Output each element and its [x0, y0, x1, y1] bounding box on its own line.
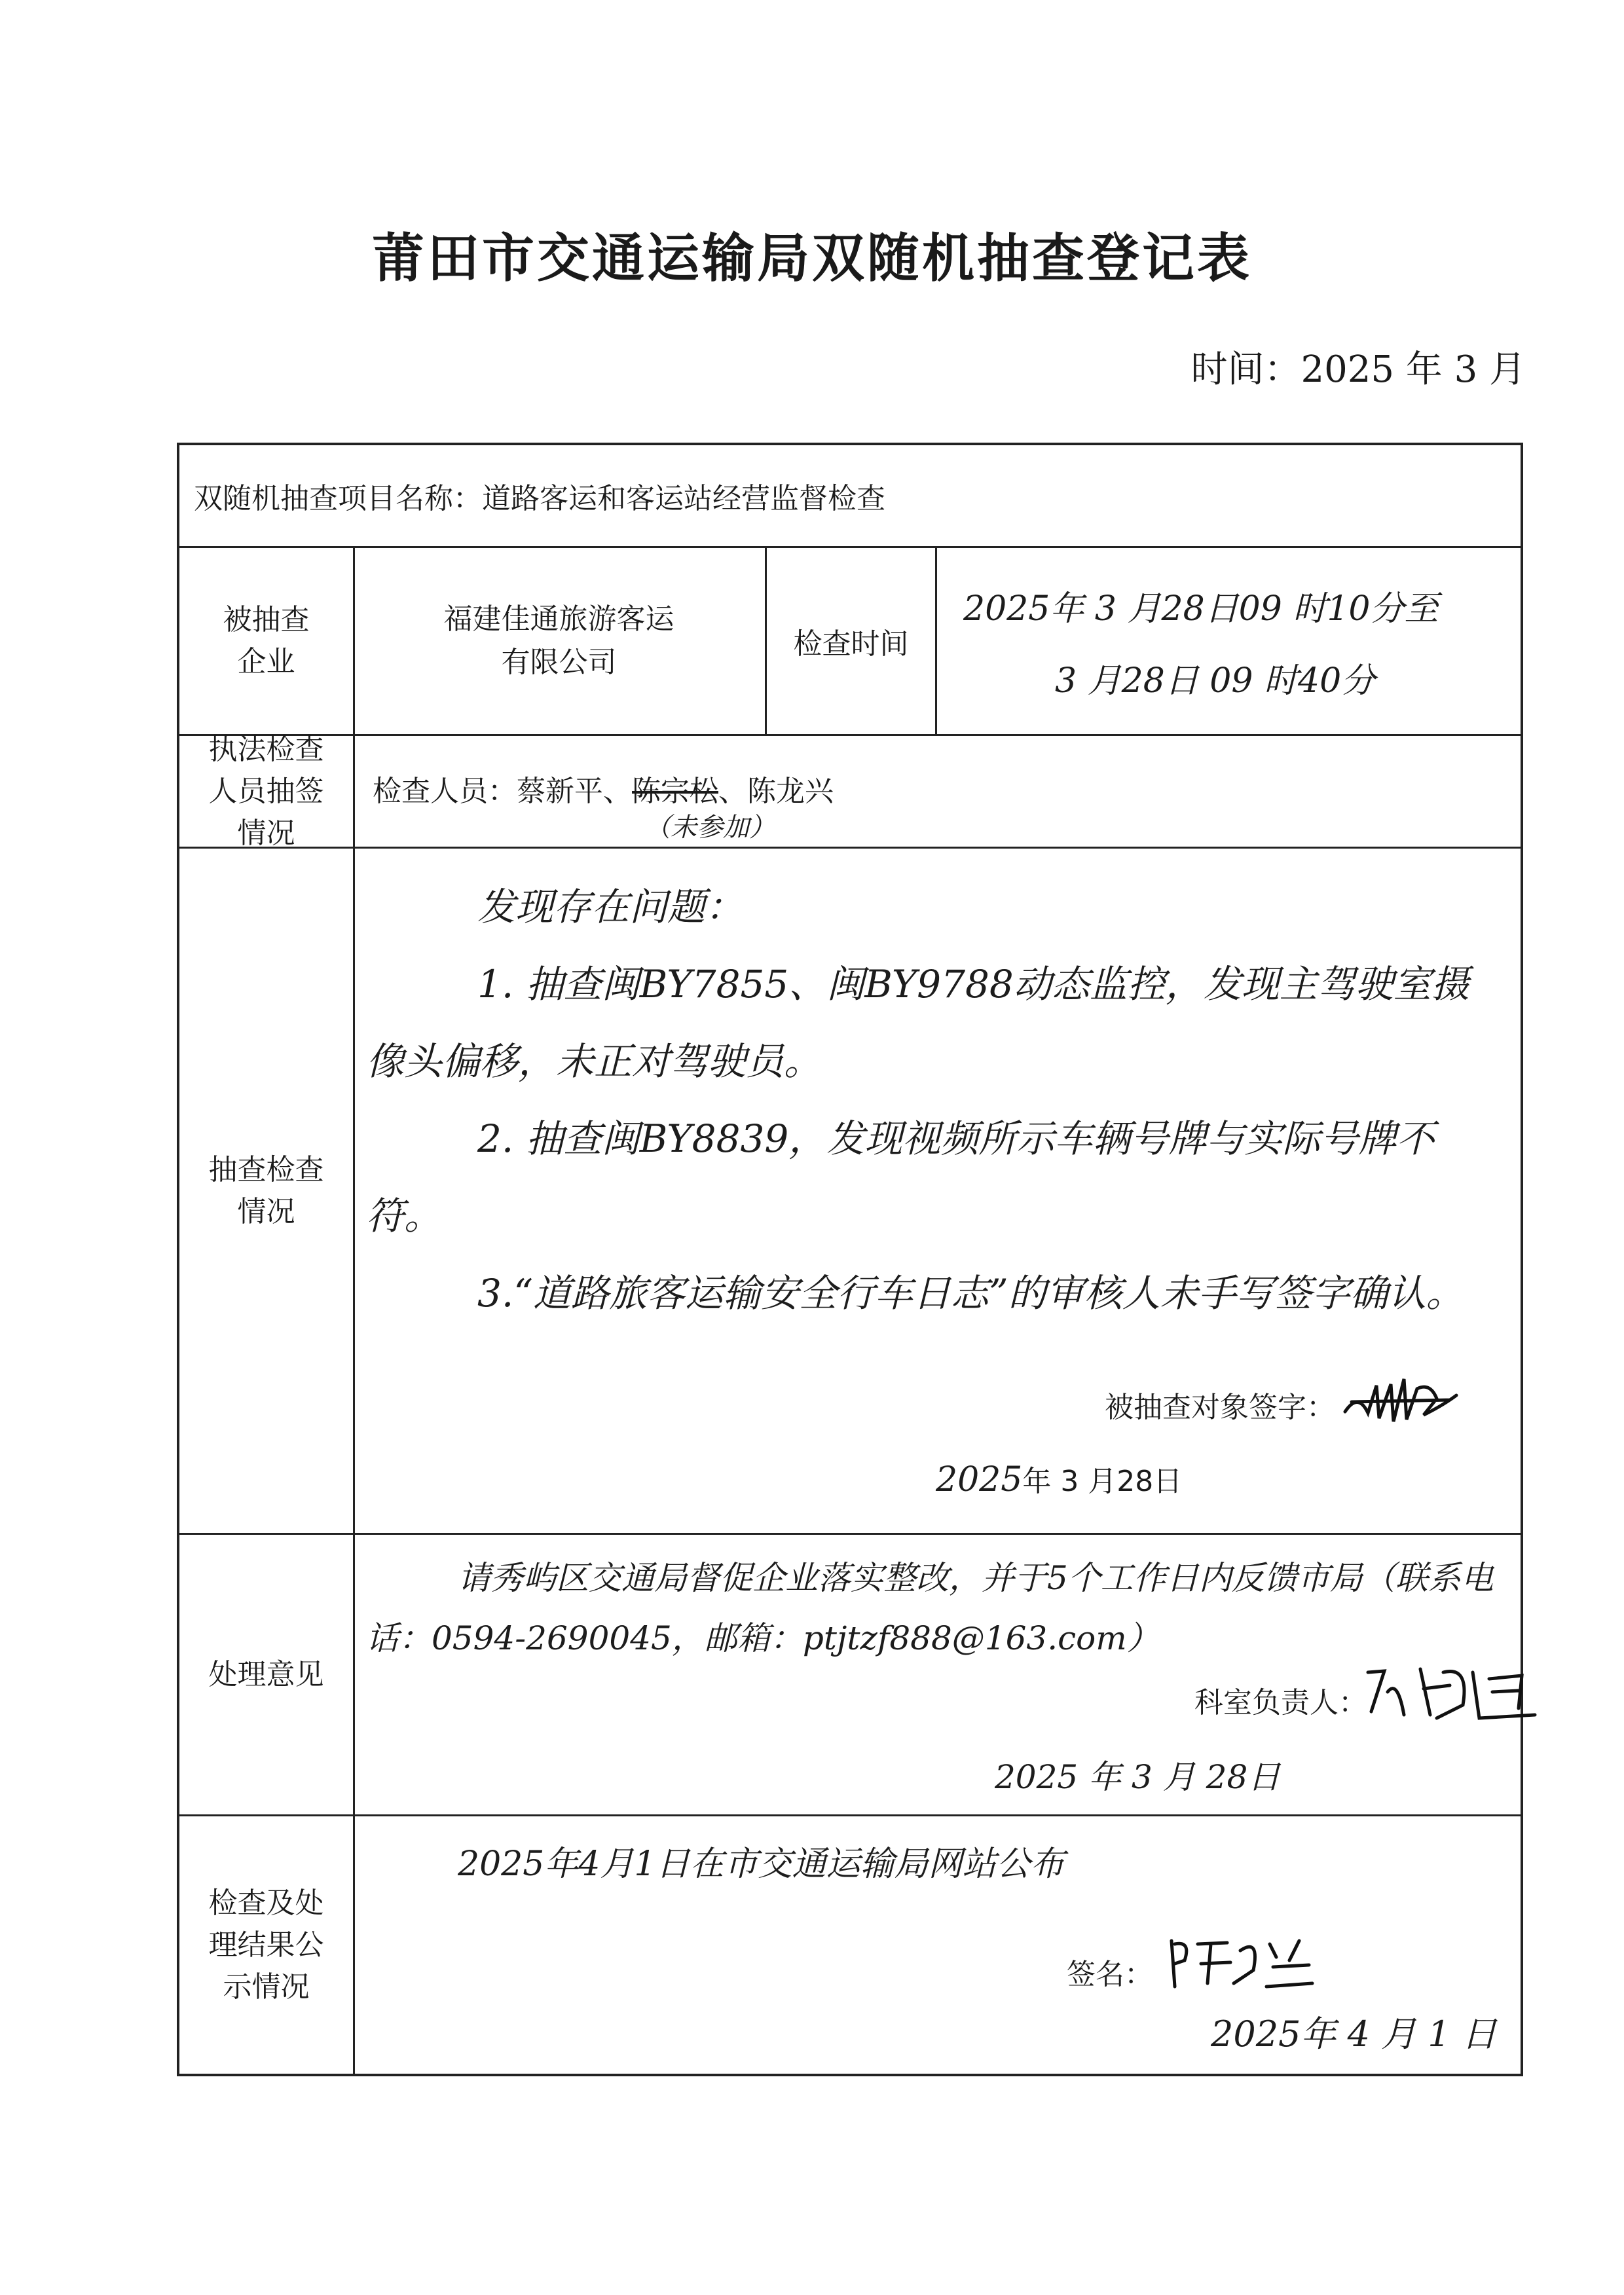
section-head-signature [1358, 1653, 1555, 1731]
inspected-party-signature [1338, 1366, 1463, 1438]
inspector-name: 、陈龙兴 [718, 775, 834, 808]
inspection-date-year: 2025 [936, 1460, 1023, 1499]
project-row [179, 445, 1521, 548]
inspectors-prefix: 检查人员： [373, 775, 517, 808]
enterprise-name-cell [353, 548, 767, 734]
inspection-row [179, 849, 1521, 1535]
check-time-line2: 3 月28日 09 时40分 [1055, 661, 1376, 701]
inspector-name: 蔡新平、 [517, 775, 632, 808]
inspected-party-signature-label: 被抽查对象签字： [1105, 1391, 1335, 1424]
form-time-label: 时间： [1190, 348, 1301, 391]
page-title: 莆田市交通运输局双随机抽查登记表 [372, 227, 1252, 289]
handling-label: 处理意见 [179, 1535, 355, 1814]
inspection-label: 抽查检查 情况 [179, 849, 355, 1533]
finding-item: 3.“道路旅客运输安全行车日志”的审核人未手写签字确认。 [477, 1271, 1464, 1315]
enterprise-label: 被抽查 企业 [179, 548, 355, 734]
finding-item: 2. 抽查闽BY8839，发现视频所示车辆号牌与实际号牌不符。 [366, 1116, 1435, 1238]
inspector-name-struck: 陈宗松 [632, 775, 718, 808]
handling-opinion-text: 请秀屿区交通局督促企业落实整改，并于5个工作日内反馈市局（联系电话：0594-2690045，邮箱：ptjtzf888@163.com） [366, 1559, 1494, 1657]
inspection-date [936, 1458, 1182, 1499]
project-label: 双随机抽查项目名称： [194, 482, 482, 515]
check-time-line1: 2025年 3 月28日09 时10分至 [963, 589, 1439, 629]
finding-item: 1. 抽查闽BY7855、闽BY9788动态监控，发现主驾驶室摄像头偏移，未正对驾驶员。 [366, 962, 1469, 1084]
publicity-text: 2025年4月1日在市交通运输局网站公布 [458, 1845, 1065, 1884]
registration-form [177, 443, 1523, 2076]
absent-note: （未参加） [644, 813, 775, 843]
check-time-label-cell [767, 548, 937, 734]
enterprise-row [179, 548, 1521, 736]
section-head-signature-label: 科室负责人： [1194, 1686, 1367, 1719]
form-time [1190, 340, 1526, 393]
check-time-value-cell [937, 548, 1521, 734]
publicity-date: 2025年 4 月 1 日 [1211, 2013, 1497, 2055]
publicity-label: 检查及处 理结果公 示情况 [179, 1816, 355, 2074]
publicity-signature-label: 签名： [1067, 1958, 1153, 1991]
check-time-label: 检查时间 [793, 627, 909, 661]
publicity-row [179, 1816, 1521, 2074]
enterprise-name: 福建佳通旅游客运 有限公司 [443, 602, 674, 679]
inspectors-row [179, 732, 1521, 850]
findings-intro: 发现存在问题： [477, 885, 744, 929]
handling-row [179, 1535, 1521, 1816]
publicity-signature [1162, 1924, 1319, 1996]
inspection-date-rest: 年 3 月28日 [1022, 1465, 1183, 1498]
handling-date: 2025 年 3 月 28日 [995, 1758, 1281, 1796]
inspectors-label: 执法检查 人员抽签 情况 [179, 736, 355, 847]
project-value: 道路客运和客运站经营监督检查 [482, 482, 885, 515]
form-time-value: 2025 年 3 月 [1301, 348, 1526, 391]
